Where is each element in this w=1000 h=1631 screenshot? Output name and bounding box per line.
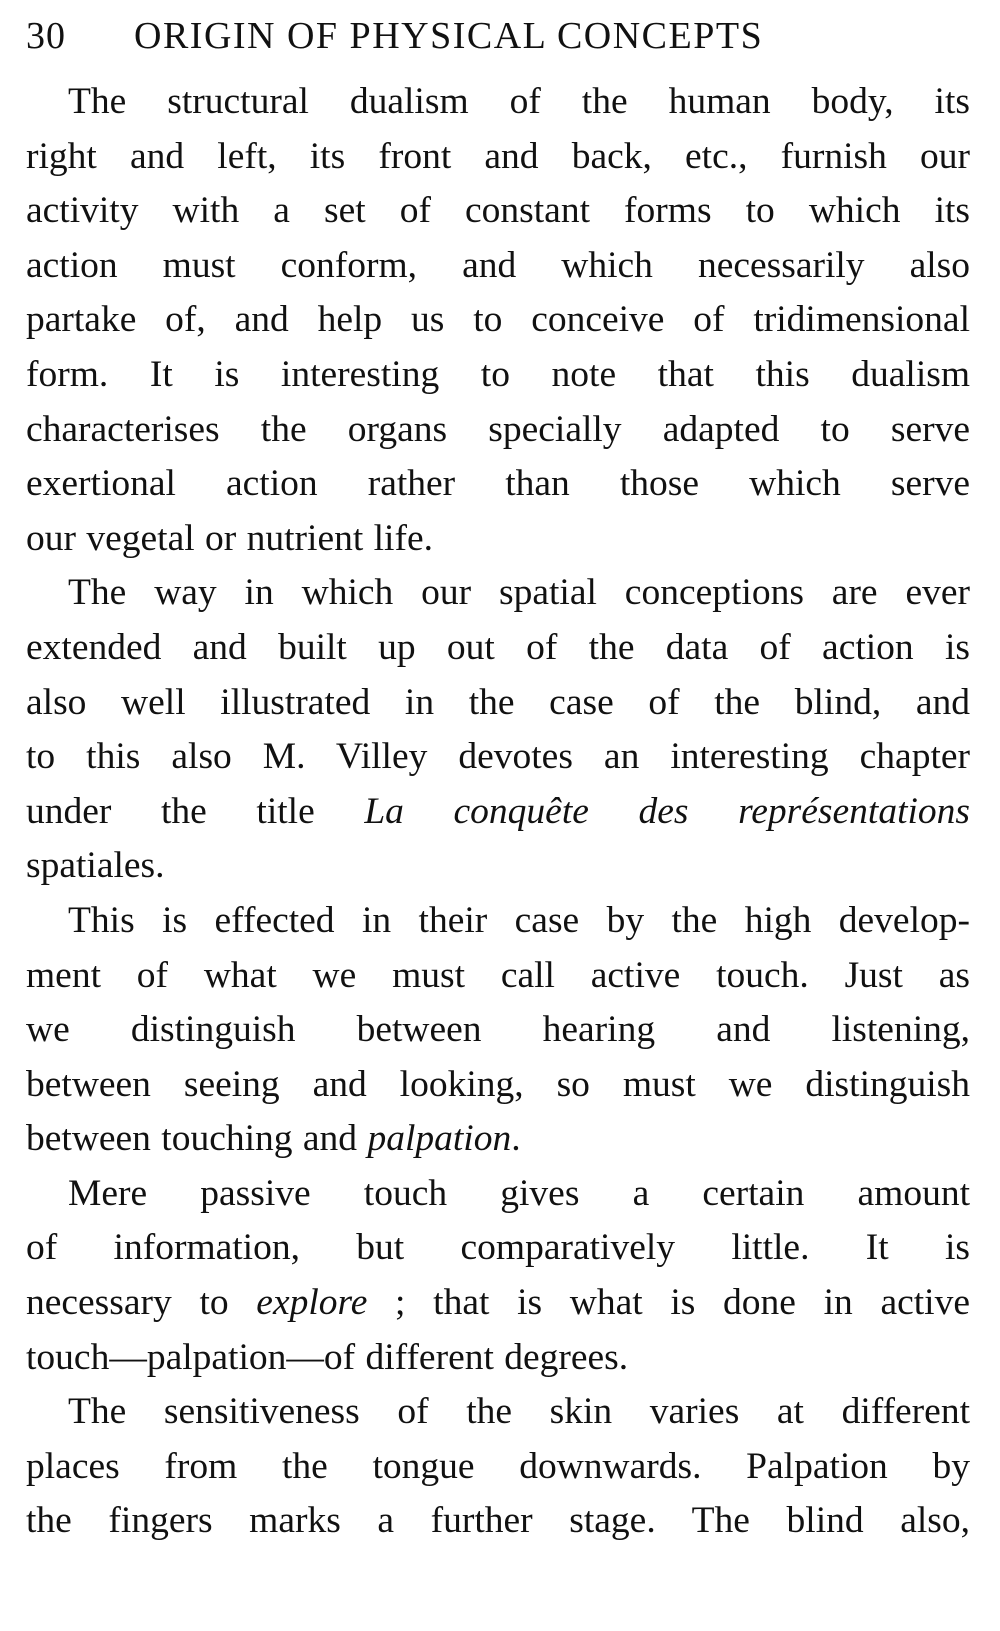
text-line: ment of what we must call active touch. Just as [26, 954, 970, 996]
text-line: extended and built up out of the data of action is [26, 626, 970, 668]
text-line: The sensitiveness of the skin varies at different [68, 1391, 970, 1433]
text-run: . [511, 1118, 521, 1160]
text-line: right and left, its front and back, etc., furnish our [26, 135, 970, 177]
running-head [26, 0, 970, 75]
paragraph [26, 1167, 970, 1385]
paragraph [26, 1385, 970, 1549]
text-line: the fingers marks a further stage. The blind also, [26, 1500, 970, 1542]
text-line [26, 839, 970, 894]
text-line: Mere passive touch gives a certain amount [68, 1172, 970, 1214]
text-line: touch—palpation—of different degrees. [26, 1336, 629, 1378]
text-run: ; that is what is done in active [367, 1282, 970, 1324]
text-line: our vegetal or nutrient life. [26, 517, 433, 559]
paragraph [26, 566, 970, 894]
text-line: The structural dualism of the human body, its [68, 81, 970, 122]
text-line: of information, but comparatively little. It is [26, 1227, 970, 1269]
text-line: form. It is interesting to note that this dualism [26, 353, 970, 395]
text-run: between touching and [26, 1118, 368, 1160]
paragraph [26, 75, 970, 566]
italic-word: explore [256, 1282, 368, 1324]
text-run: necessary to [26, 1282, 257, 1324]
italic-title: La conquête des représentations [364, 790, 970, 832]
italic-title-end: spatiales. [26, 845, 165, 887]
text-line: to this also M. Villey devotes an interesting chapter [26, 736, 970, 778]
book-page [26, 0, 970, 1549]
text-line: This is effected in their case by the high develop- [68, 899, 970, 941]
italic-word: palpation [367, 1118, 512, 1160]
text-line: between seeing and looking, so must we distinguish [26, 1063, 970, 1105]
text-line [26, 1112, 970, 1167]
body-text [26, 75, 970, 1549]
text-line: The way in which our spatial conceptions are ever [68, 572, 970, 614]
page-number: 30 [26, 15, 66, 57]
paragraph [26, 894, 970, 1167]
text-line: exertional action rather than those which serve [26, 463, 970, 505]
running-head-title: ORIGIN OF PHYSICAL CONCEPTS [134, 15, 764, 57]
text-line: we distinguish between hearing and listening, [26, 1009, 970, 1051]
text-line: activity with a set of constant forms to which its [26, 190, 970, 232]
text-line: partake of, and help us to conceive of tridimensional [26, 299, 970, 341]
text-line [26, 1276, 970, 1331]
text-line [26, 785, 970, 840]
text-line: action must conform, and which necessarily also [26, 244, 970, 286]
text-line: characterises the organs specially adapted to serve [26, 408, 970, 450]
text-run: under the title [26, 790, 365, 832]
text-line: places from the tongue downwards. Palpation by [26, 1445, 970, 1487]
text-line: also well illustrated in the case of the blind, and [26, 681, 970, 723]
